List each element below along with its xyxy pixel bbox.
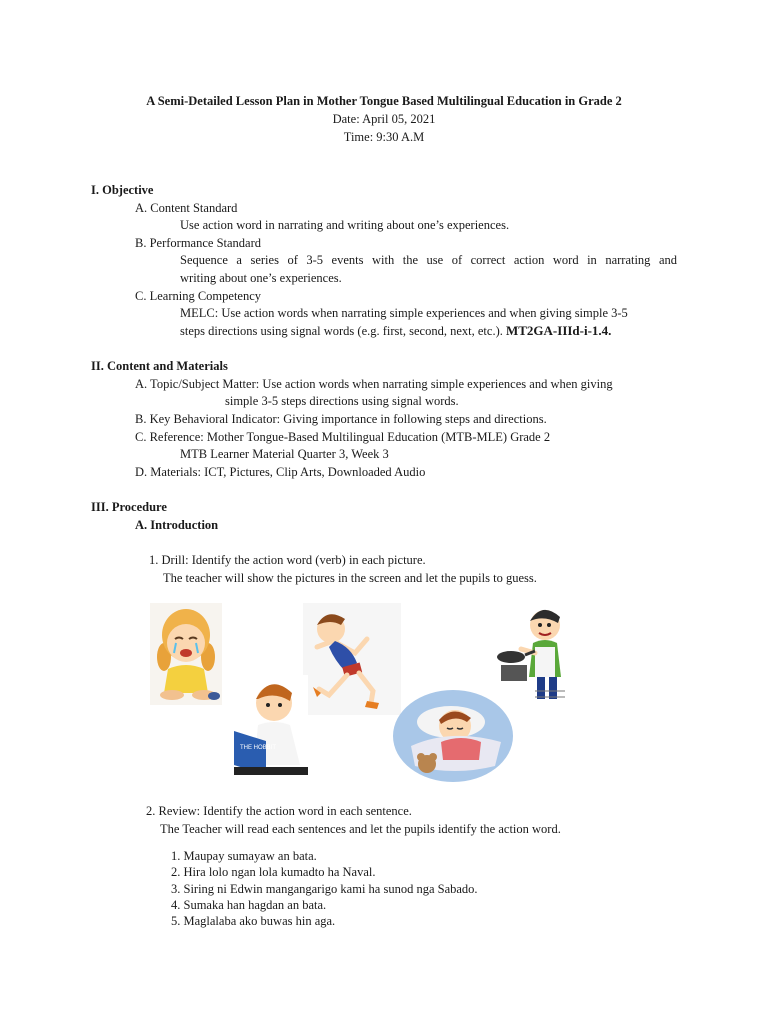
reference-text-1: C. Reference: Mother Tongue-Based Multilingual Education (MTB-MLE) Grade 2 bbox=[135, 430, 551, 444]
melc-text-2: steps directions using signal words (e.g. first, second, next, etc.). bbox=[180, 324, 503, 338]
topic-text-2: simple 3-5 steps directions using signal words. bbox=[225, 394, 459, 408]
review-sentence-5: 5. Maglalaba ako buwas hin aga. bbox=[171, 914, 336, 928]
review-sentence-2: 2. Hira lolo ngan lola kumadto ha Naval. bbox=[171, 865, 376, 879]
procedure-heading: III. Procedure bbox=[91, 500, 167, 514]
performance-standard-text-1: Sequence a series of 3-5 events with the use of correct action word in narrating and bbox=[180, 253, 677, 267]
drill-text-2: The teacher will show the pictures in the screen and let the pupils to guess. bbox=[163, 571, 537, 585]
lesson-date: Date: April 05, 2021 bbox=[332, 112, 436, 126]
reading-boy-picture bbox=[228, 675, 308, 777]
content-standard-label: A. Content Standard bbox=[135, 201, 238, 215]
performance-standard-text-2: writing about one’s experiences. bbox=[180, 271, 342, 285]
review-sentence-1: 1. Maupay sumayaw an bata. bbox=[171, 849, 317, 863]
performance-standard-label: B. Performance Standard bbox=[135, 236, 262, 250]
materials-text: D. Materials: ICT, Pictures, Clip Arts, Downloaded Audio bbox=[135, 465, 426, 479]
learning-competency-label: C. Learning Competency bbox=[135, 289, 262, 303]
lesson-time: Time: 9:30 A.M bbox=[343, 130, 425, 144]
key-behavioral-indicator: B. Key Behavioral Indicator: Giving importance in following steps and directions. bbox=[135, 412, 547, 426]
sleeping-child-picture bbox=[391, 686, 515, 786]
review-text-1: 2. Review: Identify the action word in each sentence. bbox=[146, 804, 412, 818]
melc-code: MT2GA-IIId-i-1.4. bbox=[505, 323, 612, 338]
book-title-text: THE HOBBIT bbox=[240, 745, 277, 751]
content-standard-text: Use action word in narrating and writing about one’s experiences. bbox=[180, 218, 510, 232]
review-sentence-3: 3. Siring ni Edwin mangangarigo kami ha sunod nga Sabado. bbox=[171, 882, 478, 896]
review-text-2: The Teacher will read each sentences and let the pupils identify the action word. bbox=[160, 822, 561, 836]
running-boy-picture bbox=[303, 603, 401, 715]
introduction-heading: A. Introduction bbox=[135, 518, 219, 532]
objective-heading: I. Objective bbox=[91, 183, 154, 197]
crying-girl-picture bbox=[150, 603, 222, 705]
melc-text-1: MELC: Use action words when narrating simple experiences and when giving simple 3-5 bbox=[180, 306, 628, 320]
content-heading: II. Content and Materials bbox=[91, 359, 228, 373]
reference-text-2: MTB Learner Material Quarter 3, Week 3 bbox=[180, 447, 389, 461]
review-sentence-4: 4. Sumaka han hagdan an bata. bbox=[171, 898, 327, 912]
document-title: A Semi-Detailed Lesson Plan in Mother Tongue Based Multilingual Education in Grade 2 bbox=[146, 94, 622, 108]
drill-text-1: 1. Drill: Identify the action word (verb) in each picture. bbox=[149, 553, 426, 567]
topic-text-1: A. Topic/Subject Matter: Use action words when narrating simple experiences and when giving bbox=[135, 377, 613, 391]
